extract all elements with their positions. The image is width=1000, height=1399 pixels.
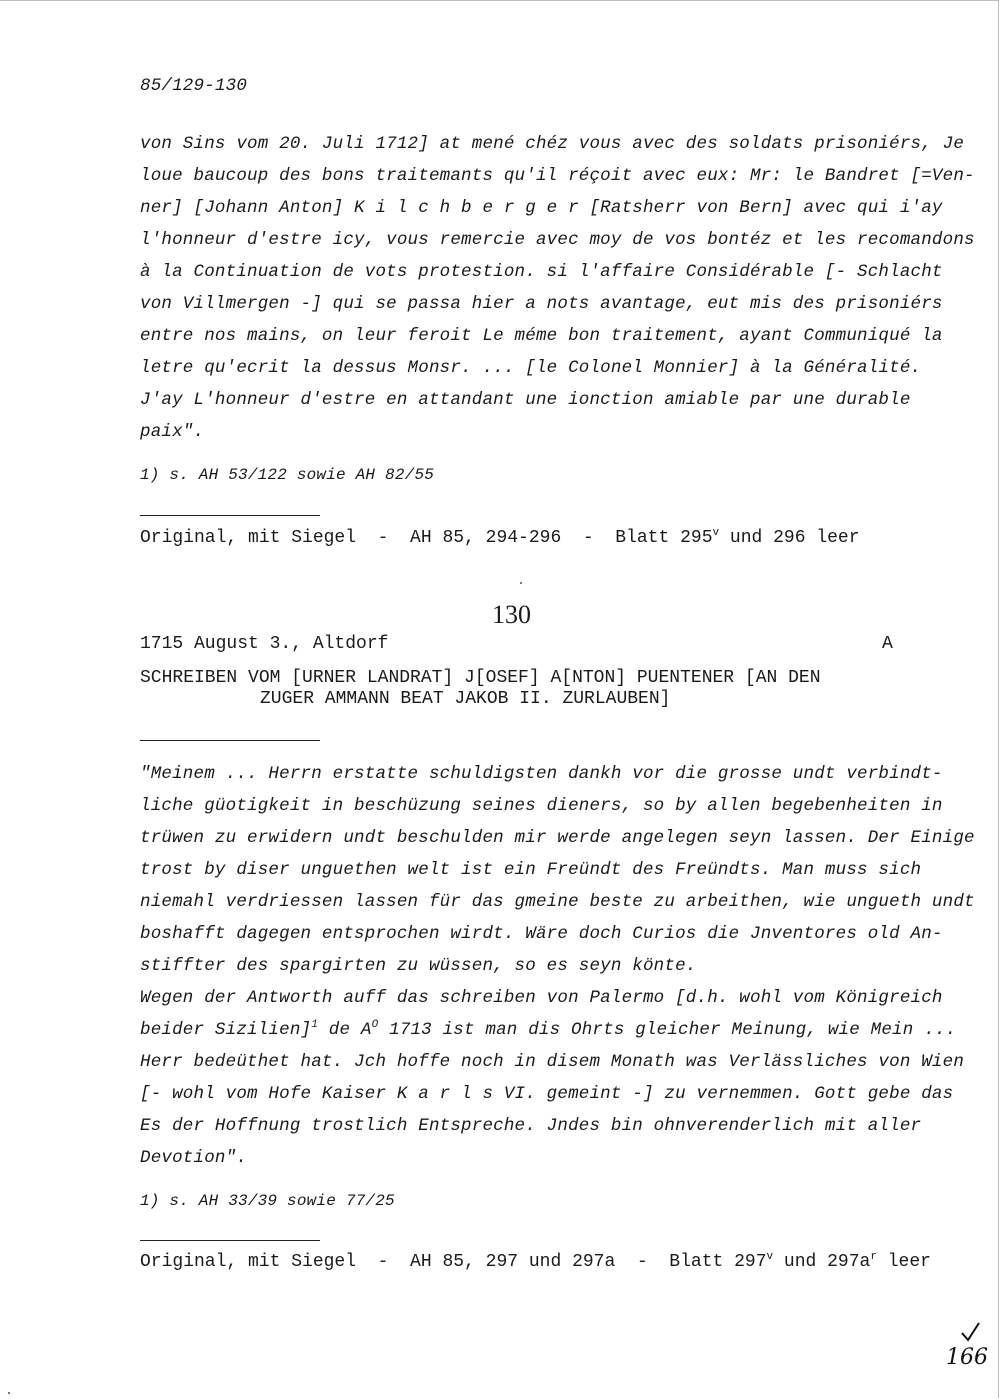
source-superscript: r bbox=[870, 1251, 877, 1263]
checkmark-icon bbox=[960, 1320, 982, 1344]
text-line bbox=[140, 1020, 956, 1040]
source-note bbox=[140, 528, 860, 548]
text-line: Wegen der Antworth auff das schreiben von Palermo [d.h. wohl vom Königreich bbox=[140, 988, 943, 1008]
document-type-letter: A bbox=[882, 634, 893, 654]
scan-speck bbox=[520, 582, 522, 584]
text-line: trüwen zu erwidern undt beschulden mir werde angelegen seyn lassen. Der Einige bbox=[140, 828, 975, 848]
source-note bbox=[140, 1252, 931, 1272]
text-line: von Villmergen -] qui se passa hier a nots avantage, eut mis des prisoniérs bbox=[140, 294, 943, 314]
date-place: 1715 August 3., Altdorf bbox=[140, 634, 389, 654]
source-superscript: v bbox=[766, 1251, 774, 1263]
source-text: Original, mit Siegel - AH 85, 294-296 - Blatt 295 bbox=[140, 528, 713, 548]
text-line: Es der Hoffnung trostlich Entspreche. Jndes bin ohnverenderlich mit aller bbox=[140, 1116, 922, 1136]
text-line: Herr bedeüthet hat. Jch hoffe noch in disem Monath was Verlässliches von Wien bbox=[140, 1052, 965, 1072]
text-segment: beider Sizilien] bbox=[140, 1020, 312, 1040]
source-text: leer bbox=[876, 1252, 931, 1272]
text-line: entre nos mains, on leur feroit Le méme bon traitement, ayant Communiqué la bbox=[140, 326, 943, 346]
divider bbox=[140, 515, 320, 516]
footnote: 1) s. AH 33/39 sowie 77/25 bbox=[140, 1192, 395, 1210]
divider bbox=[140, 1240, 320, 1241]
text-line: von Sins vom 20. Juli 1712] at mené chéz vous avec des soldats prisoniérs, Je bbox=[140, 134, 965, 154]
footnote: 1) s. AH 53/122 sowie AH 82/55 bbox=[140, 466, 435, 484]
text-line: paix". bbox=[140, 422, 205, 442]
text-line: [- wohl vom Hofe Kaiser K a r l s VI. gemeint -] zu vernemmen. Gott gebe das bbox=[140, 1084, 954, 1104]
text-segment: 1713 ist man dis Ohrts gleicher Meinung, wie Mein ... bbox=[378, 1020, 957, 1040]
text-line: ner] [Johann Anton] K i l c h b e r g e r [Ratsherr von Bern] avec qui i'ay bbox=[140, 198, 943, 218]
text-line: letre qu'ecrit la dessus Monsr. ... [le Colonel Monnier] à la Généralité. bbox=[140, 358, 922, 378]
text-line: niemahl verdriessen lassen für das gmeine beste zu arbeithen, wie ungueth undt bbox=[140, 892, 975, 912]
text-line: liche güotigkeit in beschüzung seines dieners, so by allen begebenheiten in bbox=[140, 796, 943, 816]
page-reference: 85/129-130 bbox=[140, 76, 248, 96]
text-line: l'honneur d'estre icy, vous remercie avec moy de vos bontéz et les recomandons bbox=[140, 230, 975, 250]
document-number: 130 bbox=[492, 600, 531, 629]
footnote-marker: 1 bbox=[311, 1019, 319, 1032]
text-line: J'ay L'honneur d'estre en attandant une ionction amiable par une durable bbox=[140, 390, 911, 410]
scan-speck bbox=[8, 1392, 10, 1394]
source-text: und 296 leer bbox=[719, 528, 860, 548]
text-line: à la Continuation de vots protestion. si l'affaire Considérable [- Schlacht bbox=[140, 262, 943, 282]
text-line: Devotion". bbox=[140, 1148, 248, 1168]
handwritten-page-number: 166 bbox=[946, 1345, 988, 1370]
text-line: loue baucoup des bons traitemants qu'il réçoit avec eux: Mr: le Bandret [=Ven- bbox=[140, 166, 975, 186]
source-text: und 297a bbox=[773, 1252, 871, 1272]
document-title: ZUGER AMMANN BEAT JAKOB II. ZURLAUBEN] bbox=[260, 689, 671, 709]
source-text: Original, mit Siegel - AH 85, 297 und 297a - Blatt 297 bbox=[140, 1252, 767, 1272]
text-line: stiffter des spargirten zu wüssen, so es seyn könte. bbox=[140, 956, 697, 976]
text-line: trost by diser unguethen welt ist ein Freündt des Freündts. Man muss sich bbox=[140, 860, 922, 880]
text-segment: de A bbox=[318, 1020, 372, 1040]
source-superscript: v bbox=[712, 527, 720, 539]
divider bbox=[140, 740, 320, 741]
superscript: O bbox=[371, 1019, 379, 1032]
document-title: SCHREIBEN VOM [URNER LANDRAT] J[OSEF] A[NTON] PUENTENER [AN DEN bbox=[140, 668, 821, 688]
text-line: "Meinem ... Herrn erstatte schuldigsten dankh vor die grosse undt verbindt- bbox=[140, 764, 943, 784]
text-line: boshafft dagegen entsprochen wirdt. Wäre doch Curios die Jnventores old An- bbox=[140, 924, 943, 944]
